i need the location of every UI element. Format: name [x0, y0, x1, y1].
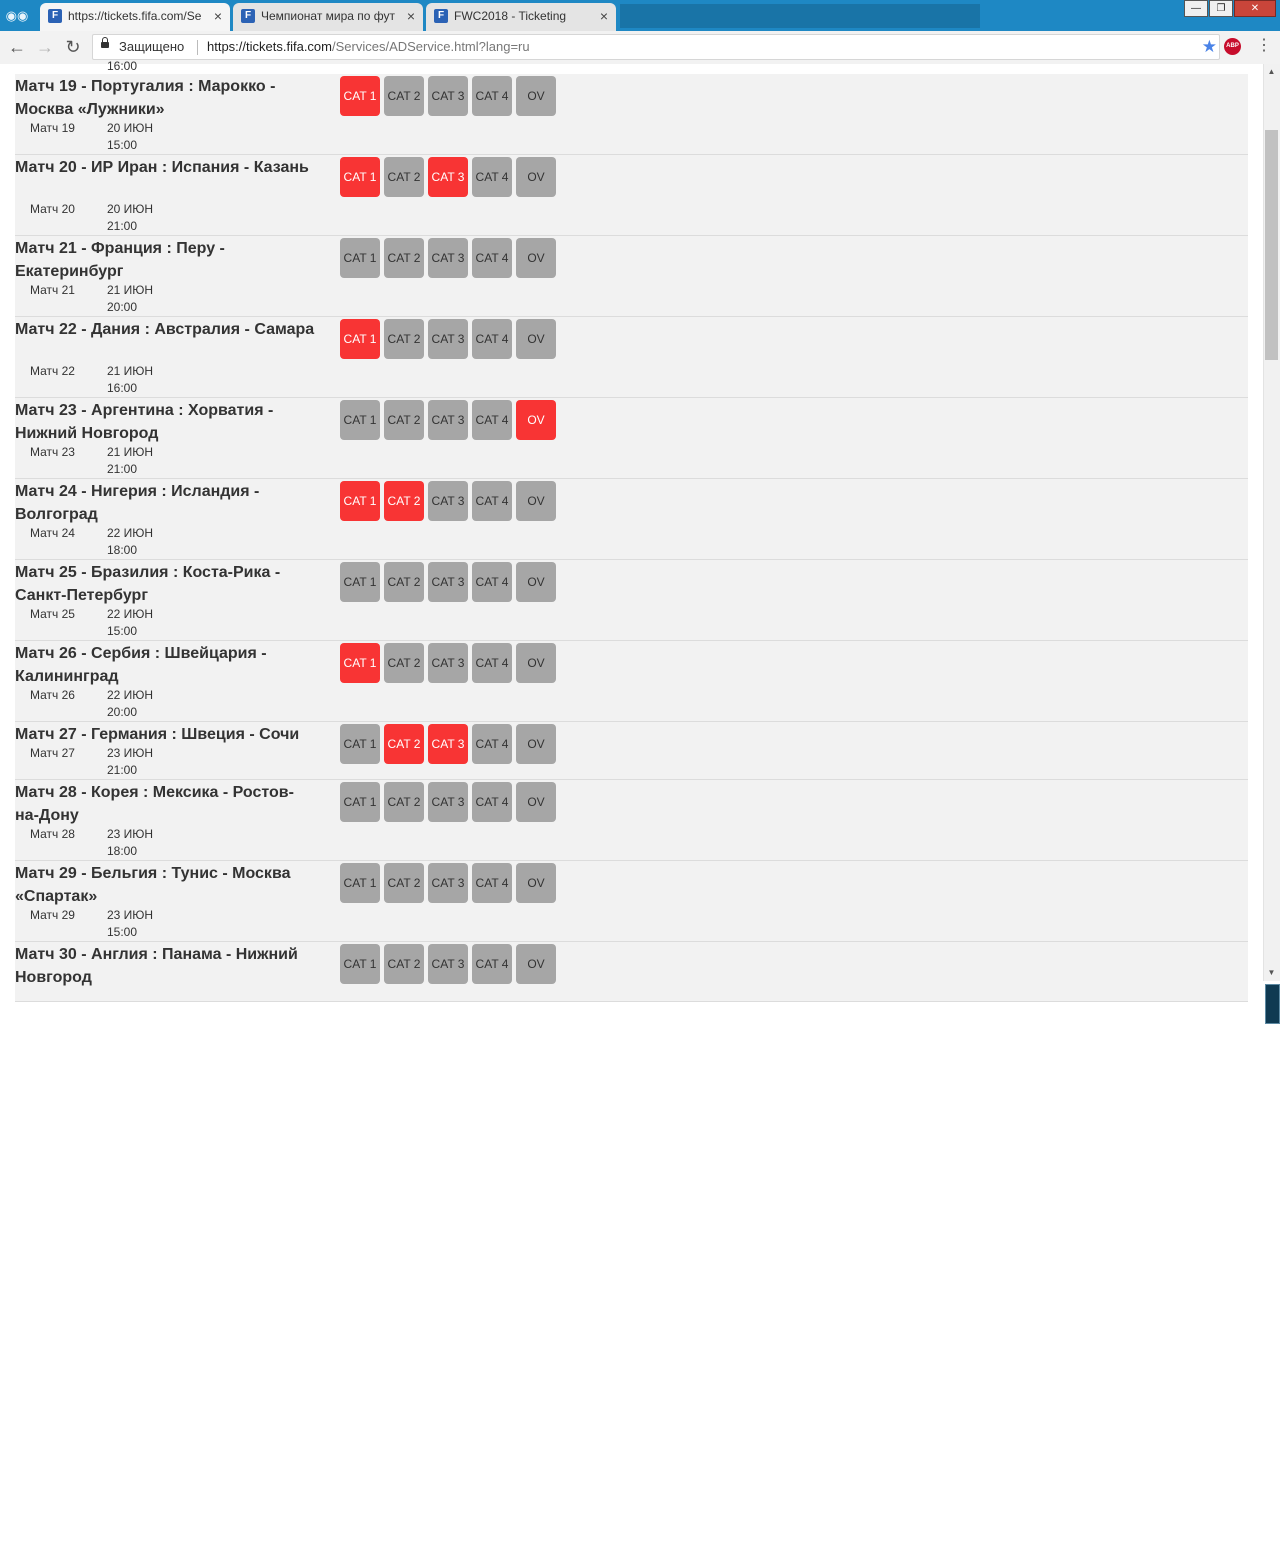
restore-icon[interactable]: ❐	[1209, 0, 1233, 17]
category-button-cat1[interactable]: CAT 1	[340, 643, 380, 683]
match-date: 23 ИЮН	[107, 827, 154, 841]
fifa-favicon-icon: F	[48, 9, 62, 23]
match-number: Матч 20	[30, 202, 75, 216]
category-button-ov[interactable]: OV	[516, 782, 556, 822]
url-host: https://tickets.fifa.com	[207, 39, 332, 54]
tab-title: https://tickets.fifa.com/Se	[68, 9, 202, 23]
match-date: 21 ИЮН	[107, 364, 154, 378]
match-date: 21 ИЮН	[107, 445, 154, 459]
category-buttons	[340, 238, 560, 278]
category-button-ov[interactable]: OV	[516, 481, 556, 521]
match-number: Матч 22	[30, 364, 75, 378]
category-buttons	[340, 724, 560, 764]
category-button-cat4[interactable]: CAT 4	[472, 400, 512, 440]
category-button-cat3[interactable]: CAT 3	[428, 481, 468, 521]
match-row	[15, 861, 1248, 942]
category-button-cat1[interactable]: CAT 1	[340, 782, 380, 822]
close-tab-icon[interactable]: ×	[213, 8, 222, 24]
category-button-cat1[interactable]: CAT 1	[340, 400, 380, 440]
match-row	[15, 479, 1248, 560]
address-bar[interactable]	[92, 34, 1220, 60]
match-number: Матч 23	[30, 445, 75, 459]
match-date: 22 ИЮН	[107, 607, 154, 621]
match-date: 22 ИЮН	[107, 688, 154, 702]
match-time: 16:00	[107, 381, 138, 395]
adblock-plus-icon[interactable]: ABP	[1224, 38, 1241, 55]
category-buttons	[340, 643, 560, 683]
category-button-cat2[interactable]: CAT 2	[384, 724, 424, 764]
match-row	[15, 780, 1248, 861]
category-buttons	[340, 319, 560, 359]
side-widget	[1265, 984, 1280, 1024]
category-button-cat1[interactable]: CAT 1	[340, 562, 380, 602]
category-button-cat1[interactable]: CAT 1	[340, 238, 380, 278]
category-button-cat4[interactable]: CAT 4	[472, 76, 512, 116]
match-time: 18:00	[107, 844, 138, 858]
bookmark-star-icon[interactable]: ★	[1201, 37, 1217, 56]
match-date: 23 ИЮН	[107, 908, 154, 922]
match-title: Матч 28 - Корея : Мексика - Ростов-на-Дону	[15, 784, 294, 824]
category-button-cat1[interactable]: CAT 1	[340, 944, 380, 984]
category-buttons	[340, 157, 560, 197]
category-button-cat1[interactable]: CAT 1	[340, 481, 380, 521]
tab-title: Чемпионат мира по фут	[261, 9, 396, 23]
match-row	[15, 942, 1248, 1002]
tab-fifa-tickets[interactable]	[40, 3, 230, 32]
match-row	[15, 317, 1248, 398]
match-row	[15, 560, 1248, 641]
match-time: 20:00	[107, 705, 138, 719]
match-date: 23 ИЮН	[107, 746, 154, 760]
fifa-favicon-icon: F	[434, 9, 448, 23]
tab-strip	[0, 0, 1280, 31]
category-button-cat3[interactable]: CAT 3	[428, 562, 468, 602]
category-button-cat2[interactable]: CAT 2	[384, 562, 424, 602]
category-button-cat3[interactable]: CAT 3	[428, 400, 468, 440]
match-title: Матч 27 - Германия : Швеция - Сочи	[15, 726, 300, 743]
category-buttons	[340, 76, 560, 116]
category-button-cat2[interactable]: CAT 2	[384, 157, 424, 197]
browser-toolbar	[0, 31, 1280, 65]
close-tab-icon[interactable]: ×	[406, 8, 415, 24]
match-number: Матч 26	[30, 688, 75, 702]
fifa-favicon-icon: F	[241, 9, 255, 23]
match-title: Матч 30 - Англия : Панама - Нижний Новгород	[15, 946, 298, 986]
category-button-cat2[interactable]: CAT 2	[384, 319, 424, 359]
category-button-cat4[interactable]: CAT 4	[472, 863, 512, 903]
category-button-cat4[interactable]: CAT 4	[472, 238, 512, 278]
scrollbar-thumb[interactable]	[1265, 130, 1278, 360]
category-button-ov[interactable]: OV	[516, 238, 556, 278]
match-time: 21:00	[107, 219, 138, 233]
url-path: /Services/ADService.html?lang=ru	[332, 39, 530, 54]
omnibox-divider	[197, 40, 198, 55]
match-row	[15, 74, 1248, 155]
match-row	[15, 398, 1248, 479]
category-button-cat2[interactable]: CAT 2	[384, 481, 424, 521]
category-button-cat2[interactable]: CAT 2	[384, 944, 424, 984]
category-button-ov[interactable]: OV	[516, 400, 556, 440]
window-controls	[1183, 0, 1276, 20]
match-title: Матч 25 - Бразилия : Коста-Рика - Санкт-Петербург	[15, 564, 281, 604]
incognito-icon: ◉◉	[5, 8, 29, 23]
match-row	[15, 155, 1248, 236]
category-button-ov[interactable]: OV	[516, 724, 556, 764]
match-date: 20 ИЮН	[107, 202, 154, 216]
match-time: 15:00	[107, 624, 138, 638]
category-button-ov[interactable]: OV	[516, 319, 556, 359]
category-buttons	[340, 863, 560, 903]
match-time: 21:00	[107, 462, 138, 476]
category-button-cat3[interactable]: CAT 3	[428, 157, 468, 197]
category-button-cat1[interactable]: CAT 1	[340, 157, 380, 197]
category-button-cat3[interactable]: CAT 3	[428, 863, 468, 903]
category-button-cat3[interactable]: CAT 3	[428, 319, 468, 359]
lock-icon	[101, 42, 109, 48]
match-time-partial: 16:00	[107, 59, 138, 73]
category-buttons	[340, 481, 560, 521]
close-tab-icon[interactable]: ×	[599, 8, 608, 24]
match-date: 22 ИЮН	[107, 526, 154, 540]
category-button-cat2[interactable]: CAT 2	[384, 782, 424, 822]
category-button-cat3[interactable]: CAT 3	[428, 643, 468, 683]
match-title: Матч 24 - Нигерия : Исландия - Волгоград	[15, 483, 260, 523]
category-button-ov[interactable]: OV	[516, 76, 556, 116]
scroll-down-arrow-icon[interactable]: ▼	[1267, 968, 1276, 977]
category-button-cat1[interactable]: CAT 1	[340, 319, 380, 359]
minimize-icon[interactable]: —	[1184, 0, 1208, 17]
category-button-cat3[interactable]: CAT 3	[428, 76, 468, 116]
category-button-cat4[interactable]: CAT 4	[472, 643, 512, 683]
match-time: 21:00	[107, 763, 138, 777]
reload-icon[interactable]: ↻	[65, 37, 81, 57]
category-button-cat2[interactable]: CAT 2	[384, 643, 424, 683]
category-button-ov[interactable]: OV	[516, 863, 556, 903]
category-button-cat4[interactable]: CAT 4	[472, 481, 512, 521]
match-row	[15, 722, 1248, 780]
match-number: Матч 21	[30, 283, 75, 297]
browser-menu-icon[interactable]: ⋮	[1256, 37, 1272, 54]
match-time: 18:00	[107, 543, 138, 557]
category-button-ov[interactable]: OV	[516, 944, 556, 984]
match-title: Матч 19 - Португалия : Марокко - Москва «Лужники»	[15, 78, 276, 118]
category-button-ov[interactable]: OV	[516, 157, 556, 197]
match-time: 15:00	[107, 138, 138, 152]
match-title: Матч 23 - Аргентина : Хорватия - Нижний Новгород	[15, 402, 274, 442]
match-row	[15, 236, 1248, 317]
category-button-cat4[interactable]: CAT 4	[472, 319, 512, 359]
match-number: Матч 24	[30, 526, 75, 540]
category-button-cat3[interactable]: CAT 3	[428, 944, 468, 984]
match-number: Матч 25	[30, 607, 75, 621]
match-title: Матч 20 - ИР Иран : Испания - Казань	[15, 159, 309, 176]
category-button-cat2[interactable]: CAT 2	[384, 76, 424, 116]
category-button-cat4[interactable]: CAT 4	[472, 157, 512, 197]
scroll-up-arrow-icon[interactable]: ▲	[1267, 67, 1276, 76]
category-button-cat2[interactable]: CAT 2	[384, 863, 424, 903]
category-button-cat3[interactable]: CAT 3	[428, 238, 468, 278]
category-button-cat3[interactable]: CAT 3	[428, 782, 468, 822]
category-button-cat4[interactable]: CAT 4	[472, 724, 512, 764]
category-buttons	[340, 562, 560, 602]
tab-fwc2018-ticketing[interactable]	[426, 3, 616, 31]
category-button-cat3[interactable]: CAT 3	[428, 724, 468, 764]
match-row	[15, 641, 1248, 722]
match-title: Матч 26 - Сербия : Швейцария - Калининград	[15, 645, 267, 685]
category-buttons	[340, 400, 560, 440]
category-button-cat4[interactable]: CAT 4	[472, 944, 512, 984]
category-button-ov[interactable]: OV	[516, 643, 556, 683]
match-title: Матч 22 - Дания : Австралия - Самара	[15, 321, 315, 338]
match-date: 20 ИЮН	[107, 121, 154, 135]
match-time: 15:00	[107, 925, 138, 939]
tab-title: FWC2018 - Ticketing	[454, 9, 567, 23]
match-title: Матч 29 - Бельгия : Тунис - Москва «Спартак»	[15, 865, 291, 905]
category-buttons	[340, 944, 560, 984]
category-button-cat1[interactable]: CAT 1	[340, 863, 380, 903]
category-button-cat4[interactable]: CAT 4	[472, 562, 512, 602]
background-tabs-area	[620, 4, 980, 28]
match-list	[15, 74, 1248, 1002]
category-buttons	[340, 782, 560, 822]
page-viewport	[0, 59, 1263, 986]
category-button-cat1[interactable]: CAT 1	[340, 76, 380, 116]
category-button-cat4[interactable]: CAT 4	[472, 782, 512, 822]
close-window-icon[interactable]: ✕	[1234, 0, 1276, 17]
match-date: 21 ИЮН	[107, 283, 154, 297]
match-number: Матч 19	[30, 121, 75, 135]
secure-label: Защищено	[119, 39, 185, 54]
match-number: Матч 29	[30, 908, 75, 922]
match-title: Матч 21 - Франция : Перу - Екатеринбург	[15, 240, 225, 280]
category-button-cat1[interactable]: CAT 1	[340, 724, 380, 764]
category-button-cat2[interactable]: CAT 2	[384, 400, 424, 440]
tab-world-cup[interactable]	[233, 3, 423, 31]
category-button-cat2[interactable]: CAT 2	[384, 238, 424, 278]
url-text[interactable]	[207, 35, 530, 59]
category-button-ov[interactable]: OV	[516, 562, 556, 602]
forward-arrow-icon[interactable]: →	[36, 37, 54, 57]
match-time: 20:00	[107, 300, 138, 314]
match-number: Матч 27	[30, 746, 75, 760]
match-number: Матч 28	[30, 827, 75, 841]
back-arrow-icon[interactable]: ←	[8, 37, 26, 57]
